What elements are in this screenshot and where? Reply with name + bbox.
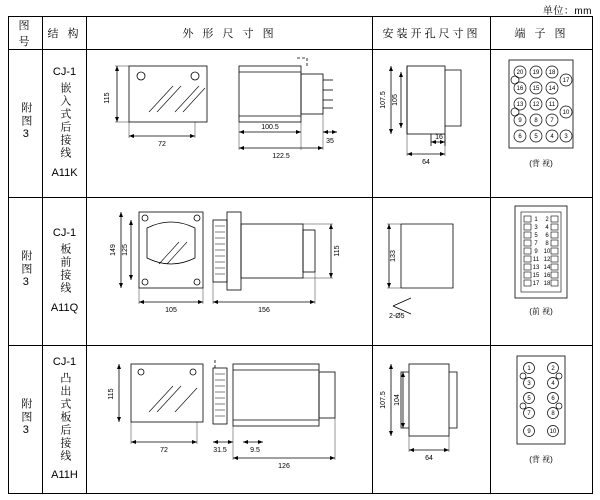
svg-text:2: 2 [551, 366, 555, 372]
dim-72: 72 [158, 141, 166, 148]
dim-107-5: 107.5 [380, 391, 387, 409]
terminal-diagram-2 [491, 198, 591, 328]
svg-text:5: 5 [527, 396, 531, 402]
dim-104: 104 [394, 394, 401, 406]
structure-desc-1: 嵌入式后接线 [58, 82, 71, 161]
svg-text:6: 6 [551, 396, 555, 402]
svg-text:20: 20 [516, 70, 524, 76]
svg-text:16: 16 [516, 86, 524, 92]
svg-text:7: 7 [527, 411, 531, 417]
header-structure: 结 构 [43, 17, 87, 50]
svg-text:18: 18 [543, 281, 551, 287]
svg-text:15: 15 [532, 273, 540, 279]
dim-115: 115 [334, 245, 341, 257]
structure-desc-2: 板前接线 [58, 243, 71, 296]
svg-text:12: 12 [532, 102, 540, 108]
terminal-diagram-1 [491, 50, 591, 180]
terminal-caption-3: (背 视) [529, 455, 553, 464]
outline-drawing-1 [87, 50, 371, 196]
structure-model-3: A11H [51, 469, 78, 482]
dim-156: 156 [258, 307, 270, 314]
svg-text:6: 6 [518, 134, 522, 140]
outline-cell-2 [87, 198, 373, 346]
table-header-row [9, 17, 593, 50]
svg-text:13: 13 [532, 265, 540, 271]
svg-text:6: 6 [545, 233, 549, 239]
structure-code-1: CJ-1 [52, 66, 77, 79]
svg-text:5: 5 [534, 233, 538, 239]
dim-31-5: 31.5 [213, 447, 227, 454]
svg-text:8: 8 [545, 241, 549, 247]
svg-text:10: 10 [543, 249, 551, 255]
dim-2-phi5: 2-Ø5 [389, 313, 405, 320]
terminal-diagram-3 [491, 346, 591, 476]
mounting-drawing-1 [373, 50, 489, 196]
svg-text:4: 4 [551, 381, 555, 387]
fig-no-cell-2: 附图3 [9, 198, 43, 346]
structure-cell-3 [43, 346, 87, 494]
svg-text:19: 19 [532, 70, 540, 76]
table-row [9, 346, 593, 494]
dim-9-5: 9.5 [250, 447, 260, 454]
unit-note: 单位：mm [542, 6, 592, 17]
svg-text:11: 11 [548, 102, 556, 108]
svg-text:10: 10 [549, 429, 557, 435]
dim-122-5: 122.5 [272, 153, 290, 160]
dim-72: 72 [160, 447, 168, 454]
mounting-cell-3 [373, 346, 491, 494]
structure-desc-3: 凸出式板后接线 [58, 371, 71, 463]
svg-text:16: 16 [543, 273, 551, 279]
svg-text:14: 14 [548, 86, 556, 92]
svg-text:4: 4 [545, 225, 549, 231]
structure-cell-1 [43, 50, 87, 198]
dim-64: 64 [422, 159, 430, 166]
svg-text:5: 5 [534, 134, 538, 140]
dim-105: 105 [392, 94, 399, 106]
dim-105: 105 [165, 307, 177, 314]
dim-115: 115 [108, 388, 115, 400]
svg-text:9: 9 [518, 118, 522, 124]
header-mounting: 安装开孔尺寸图 [373, 17, 491, 50]
svg-text:8: 8 [551, 411, 555, 417]
structure-model-1: A11K [51, 166, 78, 179]
terminal-caption-2: (前 视) [529, 307, 553, 316]
structure-code-2: CJ-1 [52, 227, 77, 240]
outline-drawing-3 [87, 346, 371, 492]
mounting-cell-2 [373, 198, 491, 346]
terminal-caption-1: (背 视) [529, 159, 553, 168]
structure-code-3: CJ-1 [52, 355, 77, 368]
fig-no-cell-1: 附图3 [9, 50, 43, 198]
dim-35: 35 [326, 138, 334, 145]
outline-cell-1 [87, 50, 373, 198]
dim-100-5: 100.5 [261, 124, 279, 131]
svg-text:12: 12 [543, 257, 551, 263]
svg-text:9: 9 [534, 249, 538, 255]
outline-cell-3 [87, 346, 373, 494]
fig-no-cell-3: 附图3 [9, 346, 43, 494]
mounting-drawing-3 [373, 346, 489, 492]
svg-text:3: 3 [527, 381, 531, 387]
terminal-cell-1 [491, 50, 593, 198]
svg-text:11: 11 [532, 257, 540, 263]
header-fig-no: 图 号 [9, 17, 43, 50]
svg-text:15: 15 [532, 86, 540, 92]
svg-text:17: 17 [562, 78, 570, 84]
svg-text:18: 18 [548, 70, 556, 76]
svg-text:7: 7 [550, 118, 554, 124]
dim-133: 133 [390, 250, 397, 262]
dim-64: 64 [425, 455, 433, 462]
dim-126: 126 [278, 463, 290, 470]
table-row [9, 50, 593, 198]
terminal-cell-2 [491, 198, 593, 346]
svg-text:1: 1 [534, 217, 538, 223]
table-row [9, 198, 593, 346]
svg-text:2: 2 [545, 217, 549, 223]
svg-text:17: 17 [532, 281, 540, 287]
svg-text:9: 9 [527, 429, 531, 435]
mounting-cell-1 [373, 50, 491, 198]
dim-107-5: 107.5 [380, 91, 387, 109]
terminal-cell-3 [491, 346, 593, 494]
svg-text:14: 14 [543, 265, 551, 271]
svg-text:4: 4 [550, 134, 554, 140]
svg-text:13: 13 [516, 102, 524, 108]
dimension-table [8, 16, 593, 494]
structure-cell-2 [43, 198, 87, 346]
structure-model-2: A11Q [50, 301, 79, 314]
mounting-drawing-2 [373, 198, 489, 344]
svg-text:10: 10 [562, 110, 570, 116]
svg-text:3: 3 [534, 225, 538, 231]
header-terminal: 端 子 图 [491, 17, 593, 50]
dim-125: 125 [122, 244, 129, 256]
svg-text:8: 8 [534, 118, 538, 124]
outline-drawing-2 [87, 198, 371, 344]
svg-text:3: 3 [564, 134, 568, 140]
header-outline: 外 形 尺 寸 图 [87, 17, 373, 50]
dim-115: 115 [104, 92, 111, 104]
svg-text:1: 1 [527, 366, 531, 372]
dim-149: 149 [110, 244, 117, 256]
svg-text:7: 7 [534, 241, 538, 247]
dim-16: 16 [435, 134, 443, 141]
